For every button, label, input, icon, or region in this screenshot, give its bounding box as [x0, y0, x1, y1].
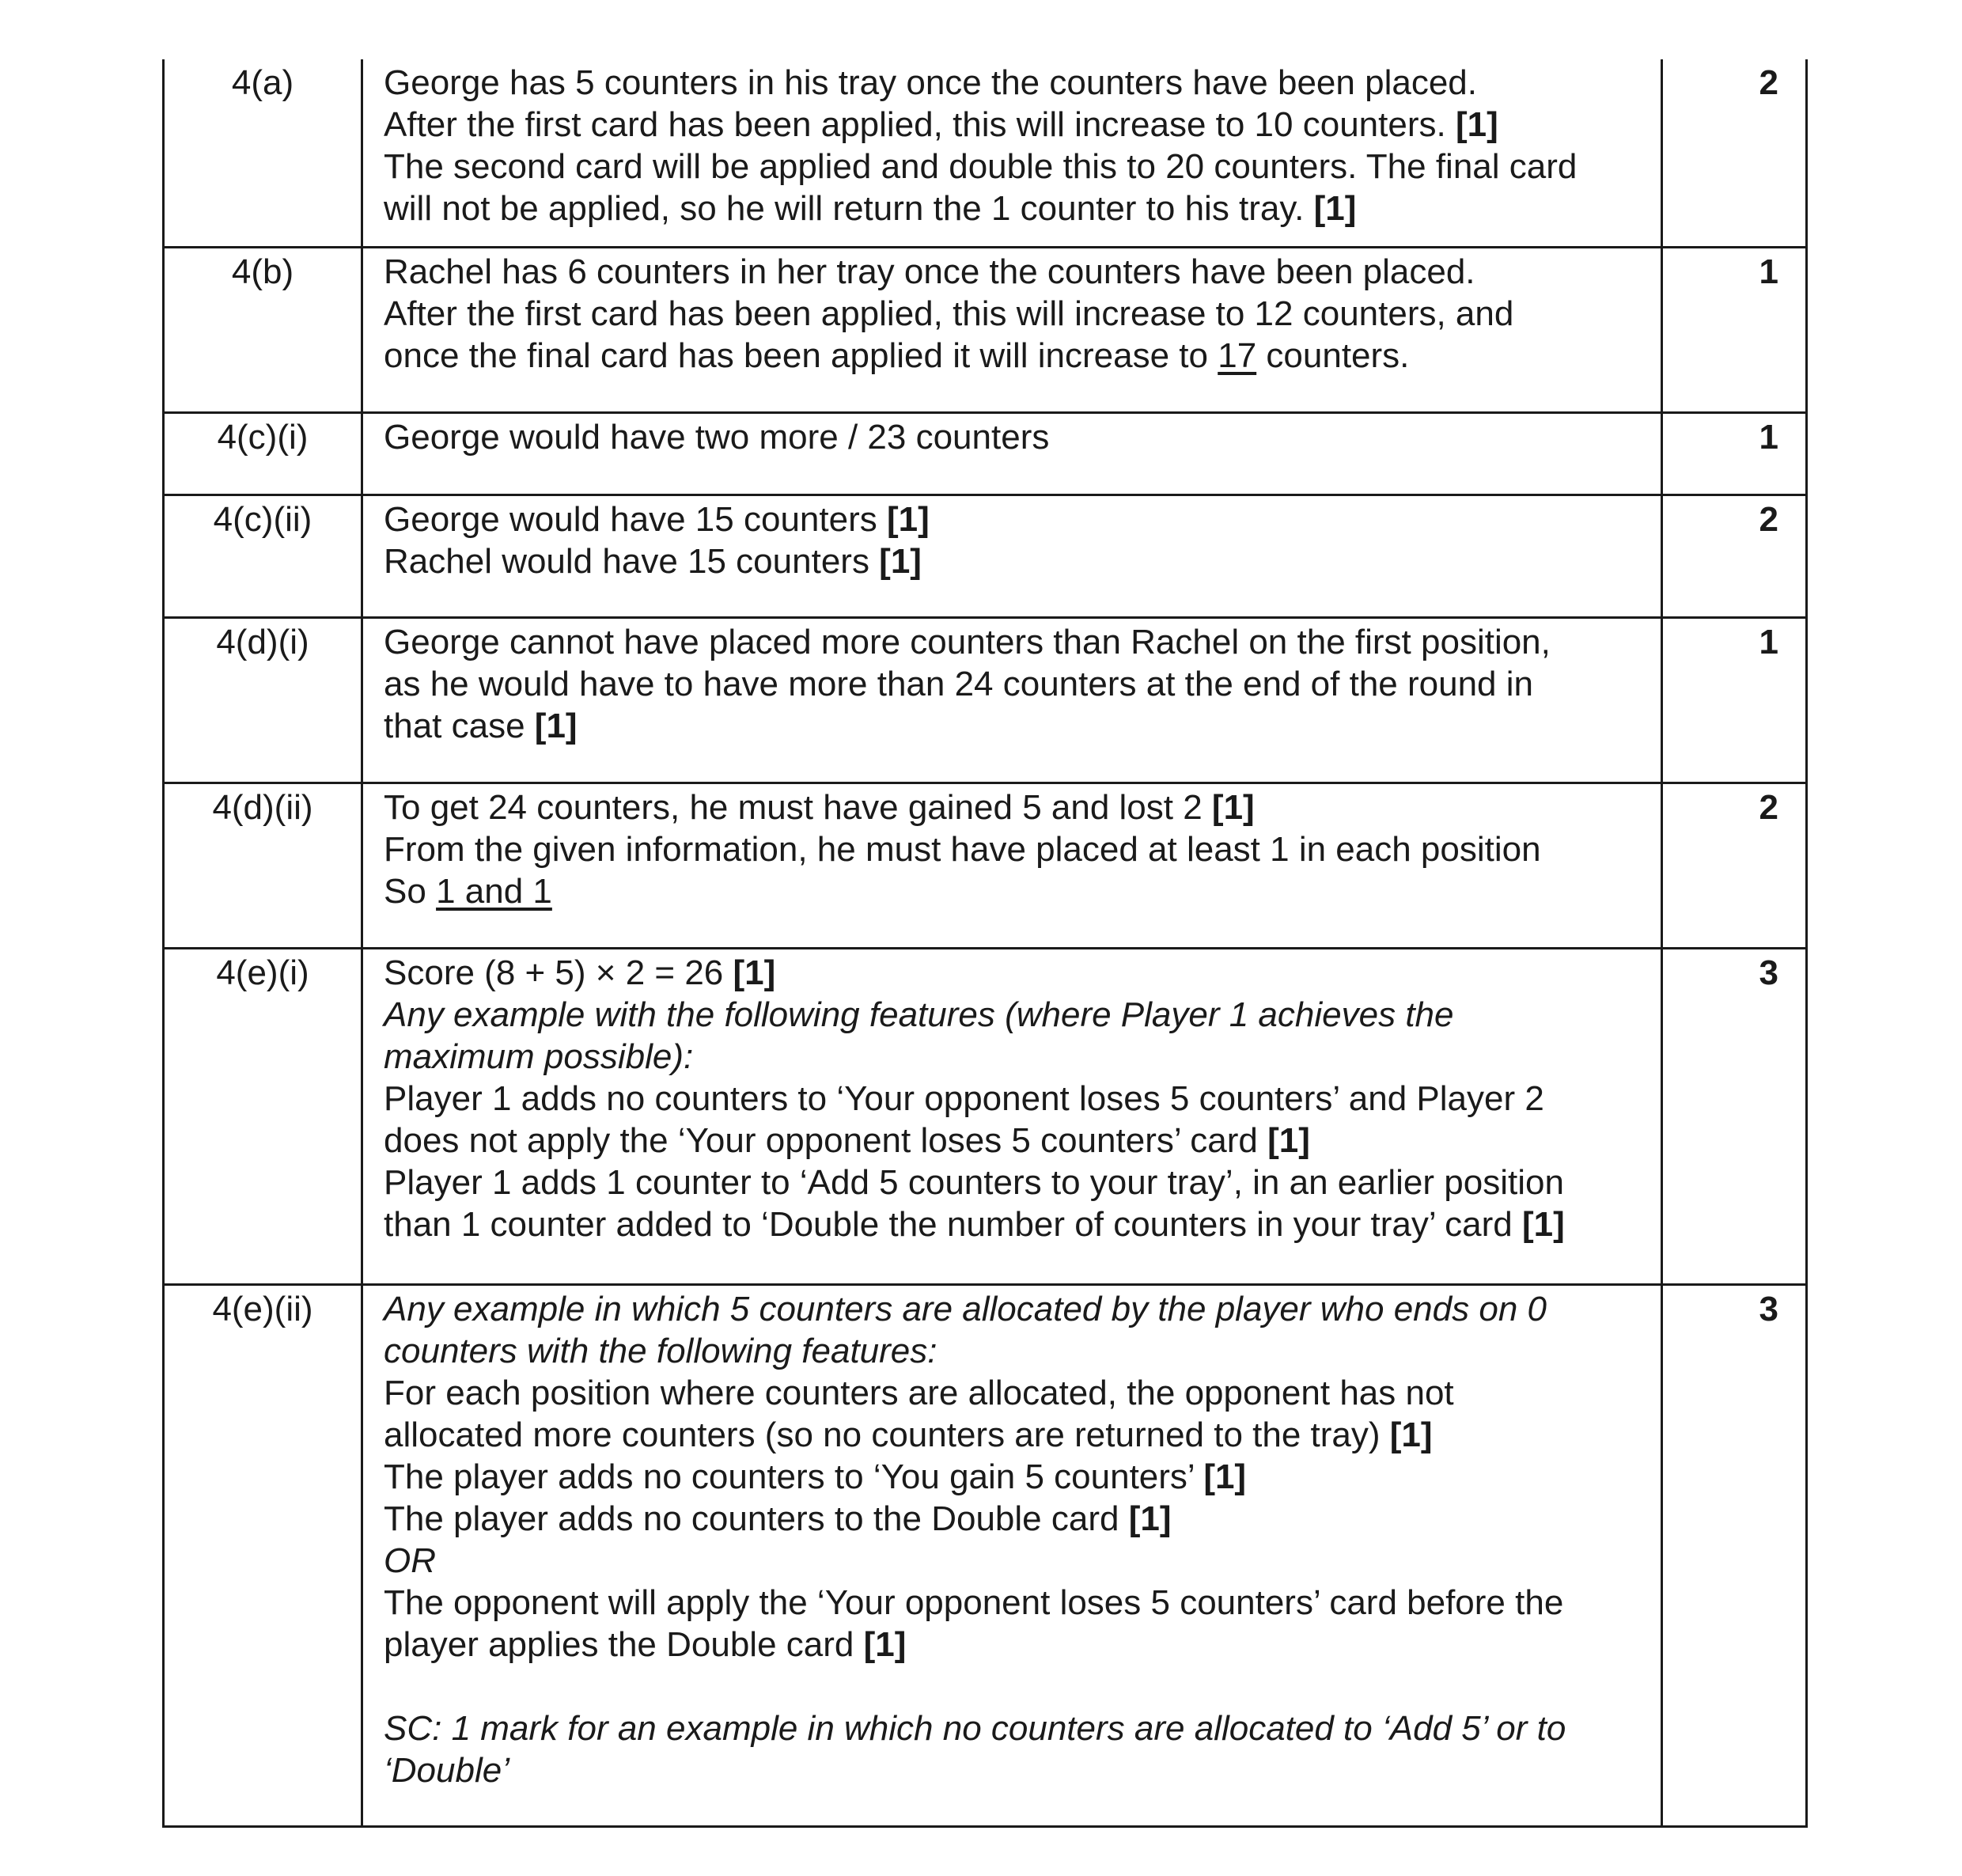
answer-cell: [362, 495, 1662, 617]
mark-tag: [1]: [733, 953, 776, 992]
answer-line: [384, 621, 1645, 663]
answer-line: [384, 146, 1645, 188]
answer-line: [384, 1162, 1645, 1203]
answer-value: 17: [1218, 335, 1257, 375]
answer-text: will not be applied, so he will return the 1 counter to his tray.: [384, 189, 1305, 228]
question-number: 4(d)(i): [164, 617, 362, 783]
answer-line: [384, 416, 1645, 458]
answer-line: [384, 1582, 1645, 1624]
answer-text: Rachel has 6 counters in her tray once the counters have been placed.: [384, 252, 1475, 291]
answer-text: counters with the following features:: [384, 1331, 937, 1370]
answer-line: [384, 335, 1645, 377]
answer-line: [384, 663, 1645, 705]
answer-line: [384, 62, 1645, 104]
answer-text: OR: [384, 1541, 436, 1580]
answer-text: So: [384, 871, 426, 911]
answer-text: Any example with the following features (where Player 1 achieves the: [384, 995, 1454, 1034]
table-row: [164, 59, 1807, 247]
answer-text: After the first card has been applied, this will increase to 12 counters, and: [384, 294, 1514, 333]
table-row: [164, 1284, 1807, 1826]
answer-line: [384, 1203, 1645, 1245]
answer-text: For each position where counters are allocated, the opponent has not: [384, 1373, 1454, 1412]
mark-scheme-table: [162, 59, 1808, 1828]
answer-line: [384, 1078, 1645, 1120]
answer-text: Any example in which 5 counters are allocated by the player who ends on 0: [384, 1289, 1547, 1328]
answer-line: [384, 1120, 1645, 1162]
table-row: [164, 783, 1807, 948]
table-row: [164, 948, 1807, 1284]
line-spacer: [384, 1666, 1645, 1707]
answer-text: The opponent will apply the ‘Your opponent loses 5 counters’ card before the: [384, 1582, 1564, 1622]
answer-cell: [362, 59, 1662, 247]
answer-text: The second card will be applied and double this to 20 counters. The final card: [384, 147, 1578, 186]
question-number: 4(c)(ii): [164, 495, 362, 617]
answer-text: The player adds no counters to ‘You gain 5 counters’: [384, 1457, 1195, 1496]
question-number: 4(e)(ii): [164, 1284, 362, 1826]
mark-tag: [1]: [1203, 1457, 1247, 1496]
answer-line: [384, 786, 1645, 828]
answer-line: [384, 1540, 1645, 1582]
question-number: 4(c)(i): [164, 412, 362, 495]
mark-tag: [1]: [1313, 189, 1357, 228]
answer-text: To get 24 counters, he must have gained 5 and lost 2: [384, 787, 1203, 827]
mark-tag: [1]: [863, 1624, 907, 1664]
answer-value: 1 and 1: [436, 871, 552, 911]
answer-text: Score (8 + 5) × 2 = 26: [384, 953, 724, 992]
mark-tag: [1]: [1267, 1120, 1310, 1160]
answer-line: [384, 188, 1645, 229]
answer-text: once the final card has been applied it will increase to: [384, 335, 1208, 375]
marks-value: 2: [1662, 495, 1807, 617]
answer-line: [384, 1330, 1645, 1372]
mark-tag: [1]: [1455, 105, 1498, 144]
answer-line: [384, 1707, 1645, 1749]
answer-line: [384, 1749, 1645, 1791]
marks-value: 3: [1662, 948, 1807, 1284]
answer-text: than 1 counter added to ‘Double the number of counters in your tray’ card: [384, 1204, 1513, 1244]
answer-text: From the given information, he must have placed at least 1 in each position: [384, 829, 1541, 869]
answer-text: Player 1 adds no counters to ‘Your opponent loses 5 counters’ and Player 2: [384, 1078, 1544, 1118]
answer-line: [384, 104, 1645, 146]
mark-tag: [1]: [1128, 1499, 1172, 1538]
marks-value: 2: [1662, 59, 1807, 247]
table-row: [164, 617, 1807, 783]
marks-value: 1: [1662, 617, 1807, 783]
mark-tag: [1]: [886, 499, 930, 539]
table-row: [164, 495, 1807, 617]
answer-line: [384, 293, 1645, 335]
mark-tag: [1]: [1522, 1204, 1565, 1244]
answer-text: Rachel would have 15 counters: [384, 541, 869, 581]
answer-line: [384, 1288, 1645, 1330]
answer-cell: [362, 783, 1662, 948]
answer-cell: [362, 1284, 1662, 1826]
answer-line: [384, 1498, 1645, 1540]
answer-text: maximum possible):: [384, 1037, 694, 1076]
answer-text: ‘Double’: [384, 1750, 509, 1790]
answer-cell: [362, 948, 1662, 1284]
answer-line: [384, 870, 1645, 912]
answer-line: [384, 1372, 1645, 1414]
answer-text: After the first card has been applied, this will increase to 10 counters.: [384, 105, 1446, 144]
answer-line: [384, 994, 1645, 1036]
mark-tag: [1]: [1211, 787, 1255, 827]
answer-line: [384, 540, 1645, 582]
answer-text: George cannot have placed more counters than Rachel on the first position,: [384, 622, 1551, 661]
question-number: 4(e)(i): [164, 948, 362, 1284]
answer-cell: [362, 412, 1662, 495]
mark-tag: [1]: [1389, 1415, 1433, 1454]
marks-value: 1: [1662, 247, 1807, 412]
marks-value: 3: [1662, 1284, 1807, 1826]
answer-cell: [362, 617, 1662, 783]
answer-line: [384, 1456, 1645, 1498]
question-number: 4(a): [164, 59, 362, 247]
answer-line: [384, 828, 1645, 870]
answer-line: [384, 952, 1645, 994]
answer-text: that case: [384, 706, 525, 745]
table-row: [164, 247, 1807, 412]
answer-line: [384, 251, 1645, 293]
answer-text: as he would have to have more than 24 counters at the end of the round in: [384, 664, 1533, 703]
answer-text: does not apply the ‘Your opponent loses 5 counters’ card: [384, 1120, 1258, 1160]
answer-text: George has 5 counters in his tray once the counters have been placed.: [384, 63, 1477, 102]
answer-text: George would have two more / 23 counters: [384, 417, 1050, 457]
mark-tag: [1]: [879, 541, 922, 581]
answer-cell: [362, 247, 1662, 412]
answer-line: [384, 1036, 1645, 1078]
marks-value: 1: [1662, 412, 1807, 495]
answer-line: [384, 1624, 1645, 1666]
mark-tag: [1]: [534, 706, 578, 745]
answer-line: [384, 705, 1645, 747]
answer-text: player applies the Double card: [384, 1624, 854, 1664]
answer-line: [384, 498, 1645, 540]
answer-line: [384, 1414, 1645, 1456]
table-row: [164, 412, 1807, 495]
answer-text: George would have 15 counters: [384, 499, 877, 539]
answer-text: counters.: [1266, 335, 1410, 375]
answer-text: Player 1 adds 1 counter to ‘Add 5 counters to your tray’, in an earlier position: [384, 1162, 1564, 1202]
answer-text: The player adds no counters to the Double card: [384, 1499, 1119, 1538]
question-number: 4(d)(ii): [164, 783, 362, 948]
question-number: 4(b): [164, 247, 362, 412]
marks-value: 2: [1662, 783, 1807, 948]
answer-text: allocated more counters (so no counters are returned to the tray): [384, 1415, 1381, 1454]
answer-text: SC: 1 mark for an example in which no counters are allocated to ‘Add 5’ or to: [384, 1708, 1566, 1748]
